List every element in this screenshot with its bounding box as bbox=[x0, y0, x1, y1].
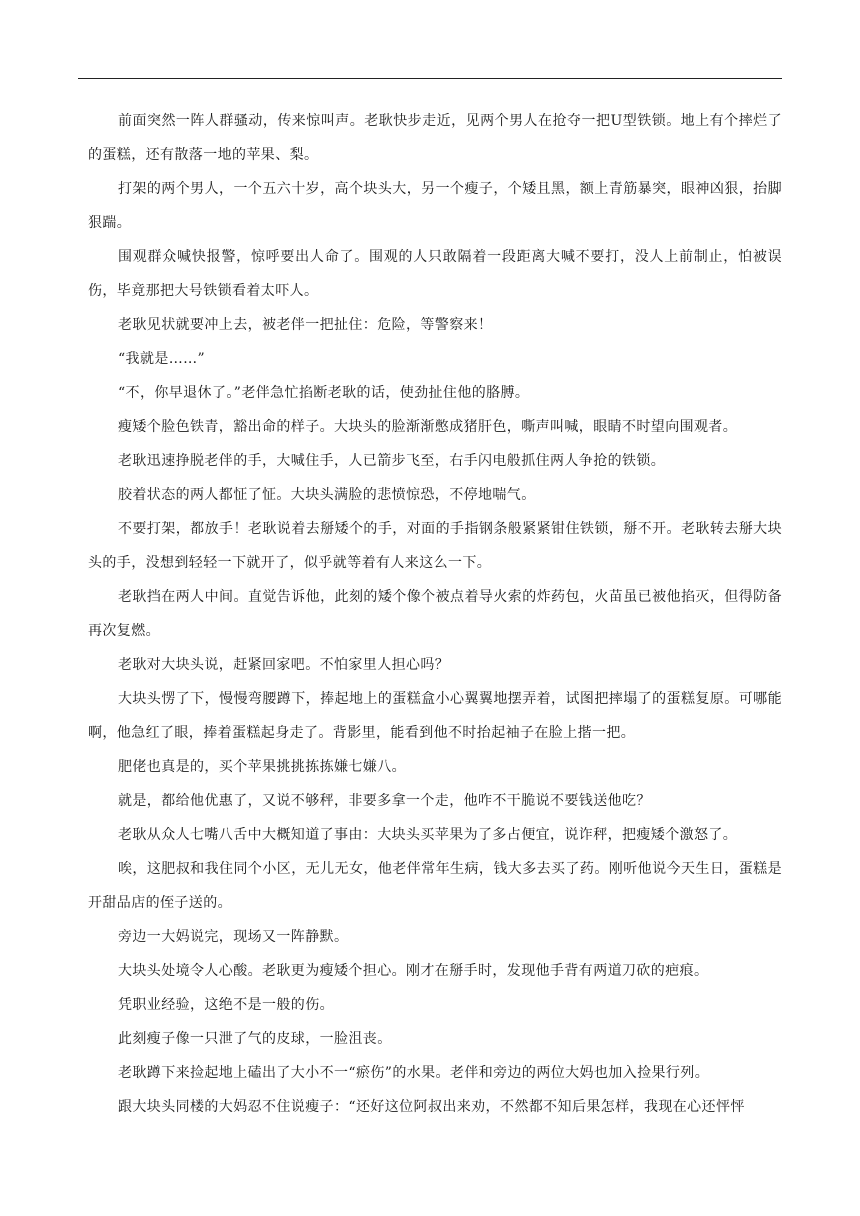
paragraph: 凭职业经验，这绝不是一般的伤。 bbox=[118, 997, 334, 1013]
paragraph: 旁边一大妈说完，现场又一阵静默。 bbox=[118, 929, 349, 945]
paragraph: 跟大块头同楼的大妈忍不住说瘦子：“还好这位阿叔出来劝，不然都不知后果怎样，我现在心还怦怦 bbox=[118, 1099, 745, 1115]
paragraph: 老耿蹲下来捡起地上磕出了大小不一“瘀伤”的水果。老伴和旁边的两位大妈也加入捡果行列。 bbox=[118, 1065, 710, 1081]
header-rule bbox=[78, 78, 782, 79]
paragraph: 老耿从众人七嘴八舌中大概知道了事由：大块头买苹果为了多占便宜，说诈秤，把瘦矮个激怒了。 bbox=[118, 827, 738, 843]
paragraph: 肥佬也真是的，买个苹果挑挑拣拣嫌七嫌八。 bbox=[118, 759, 406, 775]
paragraph: 围观群众喊快报警，惊呼要出人命了。围观的人只敢隔着一段距离大喊不要打，没人上前制止，怕被误伤，毕竟那把大号铁锁看着太吓人。 bbox=[88, 249, 782, 299]
paragraph: 唉，这肥叔和我住同个小区，无儿无女，他老伴常年生病，钱大多去买了药。刚听他说今天生日，蛋糕是开甜品店的侄子送的。 bbox=[88, 861, 782, 911]
paragraph: “我就是……” bbox=[118, 351, 206, 367]
paragraph: 大块头愣了下，慢慢弯腰蹲下，捧起地上的蛋糕盒小心翼翼地摆弄着，试图把摔塌了的蛋糕复原。可哪能啊，他急红了眼，捧着蛋糕起身走了。背影里，能看到他不时抬起袖子在脸上揩一把。 bbox=[88, 691, 782, 741]
paragraph: 老耿见状就要冲上去，被老伴一把扯住：危险，等警察来！ bbox=[118, 317, 493, 333]
paragraph: 前面突然一阵人群骚动，传来惊叫声。老耿快步走近，见两个男人在抢夺一把U型铁锁。地上有个摔烂了的蛋糕，还有散落一地的苹果、梨。 bbox=[88, 113, 782, 163]
paragraph: 就是，都给他优惠了，又说不够秤，非要多拿一个走，他咋不干脆说不要钱送他吃？ bbox=[118, 793, 651, 809]
paragraph: 大块头处境令人心酸。老耿更为瘦矮个担心。刚才在掰手时，发现他手背有两道刀砍的疤痕。 bbox=[118, 963, 709, 979]
paragraph: 老耿挡在两人中间。直觉告诉他，此刻的矮个像个被点着导火索的炸药包，火苗虽已被他掐灭，但得防备再次复燃。 bbox=[88, 589, 782, 639]
paragraph: “不，你早退休了。”老伴急忙掐断老耿的话，使劲扯住他的胳膊。 bbox=[118, 385, 530, 401]
article-body bbox=[88, 104, 782, 1124]
paragraph: 老耿对大块头说，赶紧回家吧。不怕家里人担心吗？ bbox=[118, 657, 450, 673]
paragraph: 胶着状态的两人都怔了怔。大块头满脸的悲愤惊恐，不停地喘气。 bbox=[118, 487, 536, 503]
paragraph: 瘦矮个脸色铁青，豁出命的样子。大块头的脸渐渐憋成猪肝色，嘶声叫喊，眼睛不时望向围观者。 bbox=[118, 419, 738, 435]
paragraph: 打架的两个男人，一个五六十岁，高个块头大，另一个瘦子，个矮且黑，额上青筋暴突，眼神凶狠，抬脚狠踹。 bbox=[88, 181, 782, 231]
paragraph: 此刻瘦子像一只泄了气的皮球，一脸沮丧。 bbox=[118, 1031, 392, 1047]
paragraph: 不要打架，都放手！老耿说着去掰矮个的手，对面的手指钢条般紧紧钳住铁锁，掰不开。老耿转去掰大块头的手，没想到轻轻一下就开了，似乎就等着有人来这么一下。 bbox=[88, 521, 782, 571]
paragraph: 老耿迅速挣脱老伴的手，大喊住手，人已箭步飞至，右手闪电般抓住两人争抢的铁锁。 bbox=[118, 453, 666, 469]
